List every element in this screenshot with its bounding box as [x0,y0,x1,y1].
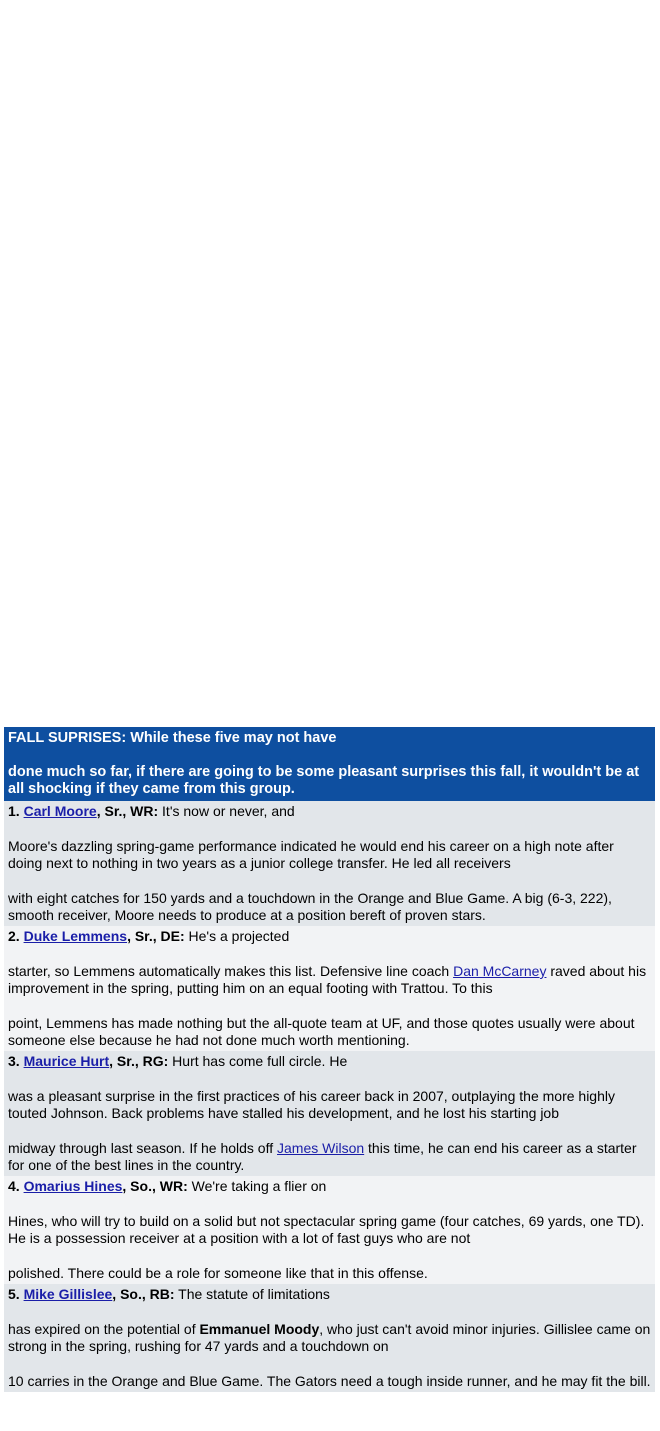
player-meta: , Sr., WR: [96,803,159,819]
coach-link-dan-mccarney[interactable]: Dan McCarney [453,963,547,979]
paragraph-text: starter, so Lemmens automatically makes this list. Defensive line coach [8,963,454,979]
entry-paragraph [8,1140,651,1174]
entry-lead-text: The statute of limitations [174,1286,330,1302]
entry-lead [8,803,651,820]
entry-number: 2. [8,928,24,944]
entry-number: 5. [8,1286,24,1302]
entry-number: 1. [8,803,24,819]
player-name-emmanuel-moody: Emmanuel Moody [199,1321,320,1337]
entry-lead-text: Hurt has come full circle. He [168,1053,348,1069]
entry-paragraph: was a pleasant surprise in the first practices of his career back in 2007, outplaying the more highly touted Johnson. Back problems have stalled his development, and he lost his starting job [8,1088,615,1121]
entry-number: 4. [8,1178,24,1194]
paragraph-text: raved about his improvement in the spring, putting him on an equal footing with Trattou. To this [8,963,647,996]
entry-paragraph: point, Lemmens has made nothing but the all-quote team at UF, and those quotes usually were about someone else because he had not done much worth mentioning. [8,1015,635,1048]
entry-paragraph: Moore's dazzling spring-game performance indicated he would end his career on a high note after doing next to nothing in two years as a junior college transfer. He led all receivers [8,838,614,871]
fall-surprises-article [4,727,655,1392]
entry-paragraph: Hines, who will try to build on a solid but not spectacular spring game (four catches, 69 yards, one TD). He is a possession receiver at a position with a lot of fast guys who are not [8,1213,645,1246]
paragraph-text: , who just can't avoid minor injuries. Gillislee came on strong in the spring, rushing for 47 yards and a touchdown on [8,1321,651,1354]
header-line-1: FALL SUPRISES: While these five may not have [8,730,337,746]
entry-lead [8,1053,651,1070]
paragraph-text: this time, he can end his career as a starter for one of the best lines in the country. [8,1140,637,1173]
player-link-maurice-hurt[interactable]: Maurice Hurt [23,1053,110,1069]
list-item [4,1176,655,1284]
entry-lead-text: We're taking a flier on [187,1178,327,1194]
entry-number: 3. [8,1053,24,1069]
entry-lead [8,1178,651,1195]
player-link-duke-lemmens[interactable]: Duke Lemmens [23,928,128,944]
player-link-carl-moore[interactable]: Carl Moore [23,803,97,819]
player-meta: , Sr., DE: [127,928,185,944]
entry-lead-text: He's a projected [184,928,290,944]
entry-lead [8,1286,651,1303]
entry-lead [8,928,651,945]
entry-paragraph: with eight catches for 150 yards and a touchdown in the Orange and Blue Game. A big (6-3, 222), smooth receiver, Moore needs to produce at a position bereft of proven stars. [8,890,612,923]
player-link-mike-gillislee[interactable]: Mike Gillislee [23,1286,113,1302]
entry-paragraph [8,1321,651,1355]
list-item [4,1051,655,1176]
player-meta: , So., RB: [112,1286,175,1302]
entry-paragraph: polished. There could be a role for someone like that in this offense. [8,1265,428,1281]
list-item [4,926,655,1051]
list-item [4,1284,655,1392]
entry-paragraph [8,963,651,997]
paragraph-text: midway through last season. If he holds off [8,1140,278,1156]
paragraph-text: has expired on the potential of [8,1321,200,1337]
entry-paragraph: 10 carries in the Orange and Blue Game. The Gators need a tough inside runner, and he may fit the bill. [8,1373,651,1389]
player-meta: , Sr., RG: [109,1053,169,1069]
list-item [4,801,655,926]
player-meta: , So., WR: [122,1178,188,1194]
player-link-james-wilson[interactable]: James Wilson [277,1140,365,1156]
player-link-omarius-hines[interactable]: Omarius Hines [23,1178,123,1194]
section-header [4,727,655,801]
header-line-2: done much so far, if there are going to be some pleasant surprises this fall, it wouldn't be at all shocking if they came from this group. [8,764,640,797]
entry-lead-text: It's now or never, and [158,803,295,819]
